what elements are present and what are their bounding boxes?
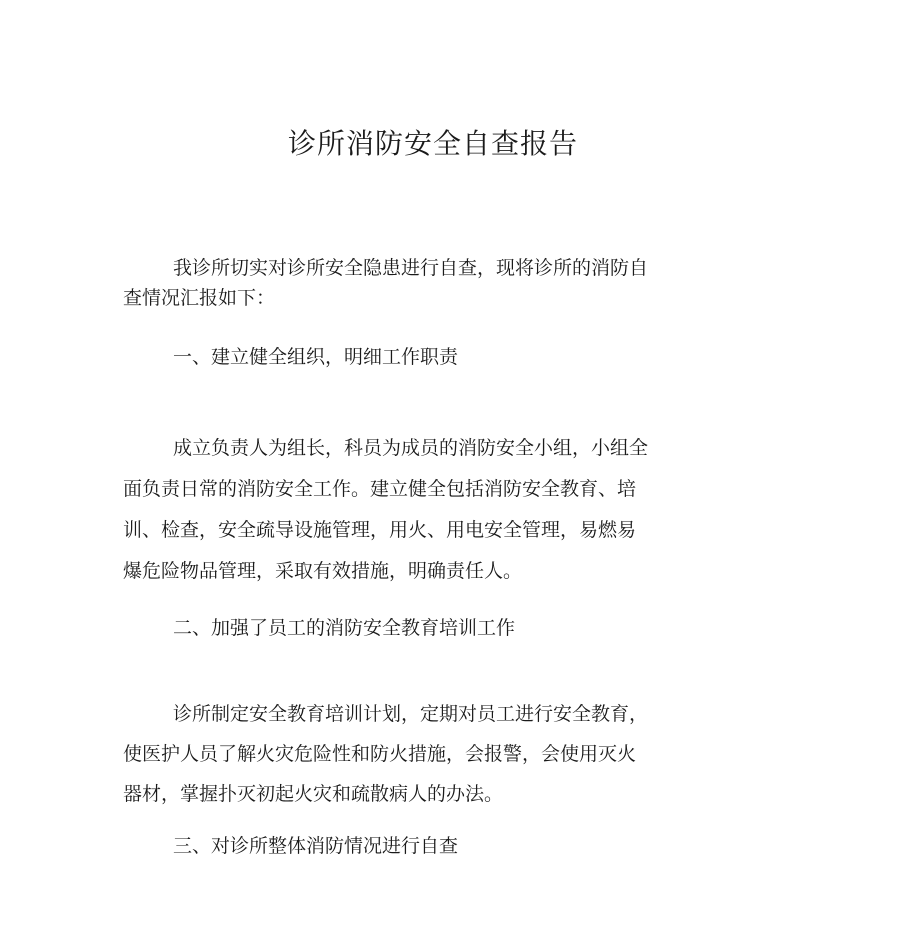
section-2-paragraph <box>123 694 683 814</box>
paragraph-line: 使医护人员了解火灾危险性和防火措施，会报警，会使用灭火 <box>123 743 637 765</box>
section-1-paragraph <box>123 428 683 592</box>
paragraph-line: 我诊所切实对诊所安全隐患进行自查，现将诊所的消防自 <box>173 257 649 279</box>
intro-paragraph <box>123 253 683 313</box>
paragraph-line: 训、检查，安全疏导设施管理，用火、用电安全管理，易燃易 <box>123 519 637 541</box>
paragraph-line: 成立负责人为组长，科员为成员的消防安全小组，小组全 <box>173 437 649 459</box>
section-heading-1: 一、建立健全组织，明细工作职责 <box>173 346 459 368</box>
section-heading-2: 二、加强了员工的消防安全教育培训工作 <box>173 617 516 639</box>
paragraph-line: 查情况汇报如下： <box>123 287 276 309</box>
paragraph-line: 器材，掌握扑灭初起火灾和疏散病人的办法。 <box>123 783 504 805</box>
section-heading-3: 三、对诊所整体消防情况进行自查 <box>173 835 459 857</box>
document-title: 诊所消防安全自查报告 <box>287 127 578 160</box>
paragraph-line: 爆危险物品管理，采取有效措施，明确责任人。 <box>123 560 523 582</box>
paragraph-line: 面负责日常的消防安全工作。建立健全包括消防安全教育、培 <box>123 478 637 500</box>
paragraph-line: 诊所制定安全教育培训计划，定期对员工进行安全教育， <box>173 703 649 725</box>
